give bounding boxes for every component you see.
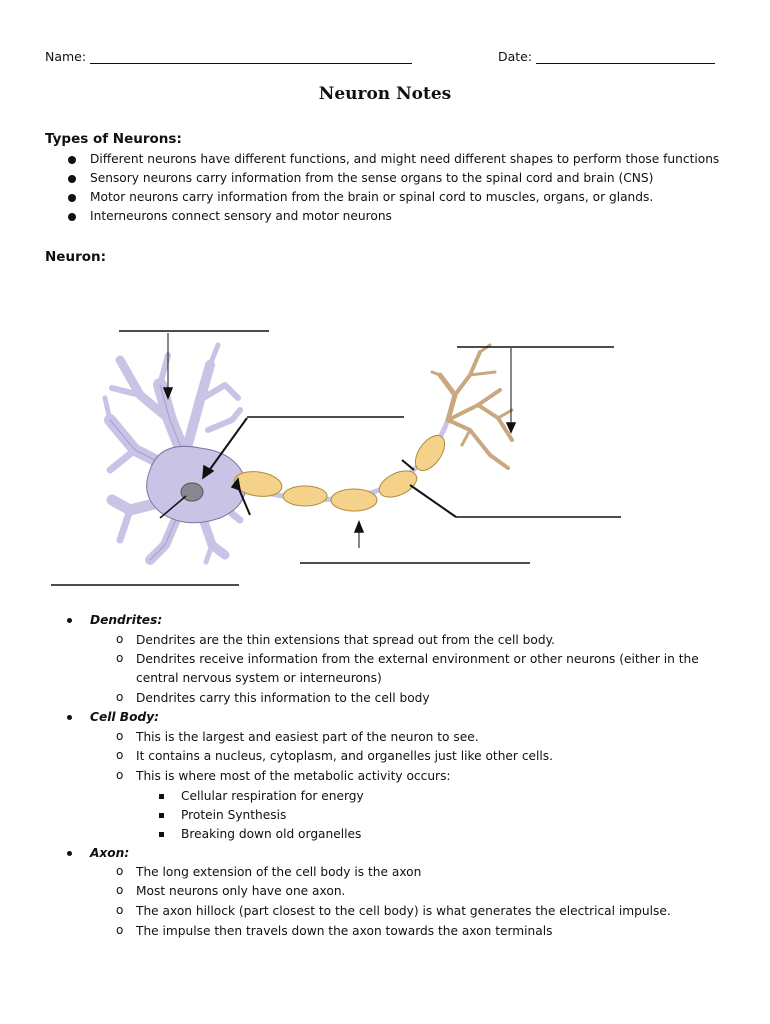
sub-marker: o <box>116 748 124 762</box>
bullet <box>67 851 72 856</box>
square-bullet <box>159 813 164 818</box>
list-item: Different neurons have different functions, and might need different shapes to perform those functions <box>45 150 719 169</box>
name-field-line[interactable] <box>90 63 412 64</box>
square-bullet <box>159 832 164 837</box>
list-item: central nervous system or interneurons) <box>136 671 382 685</box>
list-item: Cellular respiration for energy <box>181 789 364 803</box>
list-item: Dendrites are the thin extensions that spread out from the cell body. <box>136 633 555 647</box>
date-label: Date: <box>498 49 533 64</box>
list-item: Sensory neurons carry information from the sense organs to the spinal cord and brain (CNS) <box>45 169 719 188</box>
name-label: Name: <box>45 49 87 64</box>
myelin-sheath <box>331 489 377 511</box>
list-item: It contains a nucleus, cytoplasm, and organelles just like other cells. <box>136 749 554 763</box>
dendrites <box>105 345 246 562</box>
sub-marker: o <box>116 864 124 878</box>
square-bullet <box>159 794 164 799</box>
sub-marker: o <box>116 903 124 917</box>
list-item: Dendrites carry this information to the cell body <box>136 691 430 705</box>
sub-marker: o <box>116 632 124 646</box>
list-item: Interneurons connect sensory and motor neurons <box>45 207 719 226</box>
bullet <box>67 618 72 623</box>
neuron-diagram <box>0 290 770 600</box>
axon-label: Axon: <box>90 846 130 860</box>
sub-marker: o <box>116 768 124 782</box>
list-item: Motor neurons carry information from the brain or spinal cord to muscles, organs, or glands. <box>45 188 719 207</box>
list-item: Dendrites receive information from the external environment or other neurons (either in the <box>136 652 699 666</box>
sub-marker: o <box>116 729 124 743</box>
sub-marker: o <box>116 690 124 704</box>
sub-marker: o <box>116 883 124 897</box>
dendrites-label: Dendrites: <box>90 613 163 627</box>
myelin-sheath <box>283 486 327 506</box>
axon <box>233 420 451 511</box>
types-heading: Types of Neurons: <box>45 131 182 147</box>
list-item: This is where most of the metabolic activity occurs: <box>136 769 451 783</box>
list-item: The axon hillock (part closest to the cell body) is what generates the electrical impulse. <box>136 904 671 918</box>
list-item: Protein Synthesis <box>181 808 287 822</box>
list-item: The long extension of the cell body is the axon <box>136 865 422 879</box>
list-item: Breaking down old organelles <box>181 827 362 841</box>
date-field-line[interactable] <box>536 63 715 64</box>
list-item: Most neurons only have one axon. <box>136 884 346 898</box>
cell-body-label: Cell Body: <box>90 710 160 724</box>
list-item: The impulse then travels down the axon towards the axon terminals <box>136 924 553 938</box>
page-title: Neuron Notes <box>318 84 452 104</box>
neuron-heading: Neuron: <box>45 249 107 265</box>
types-list <box>45 150 719 226</box>
bullet <box>67 715 72 720</box>
list-item: This is the largest and easiest part of the neuron to see. <box>136 730 479 744</box>
sub-marker: o <box>116 923 124 937</box>
sub-marker: o <box>116 651 124 665</box>
